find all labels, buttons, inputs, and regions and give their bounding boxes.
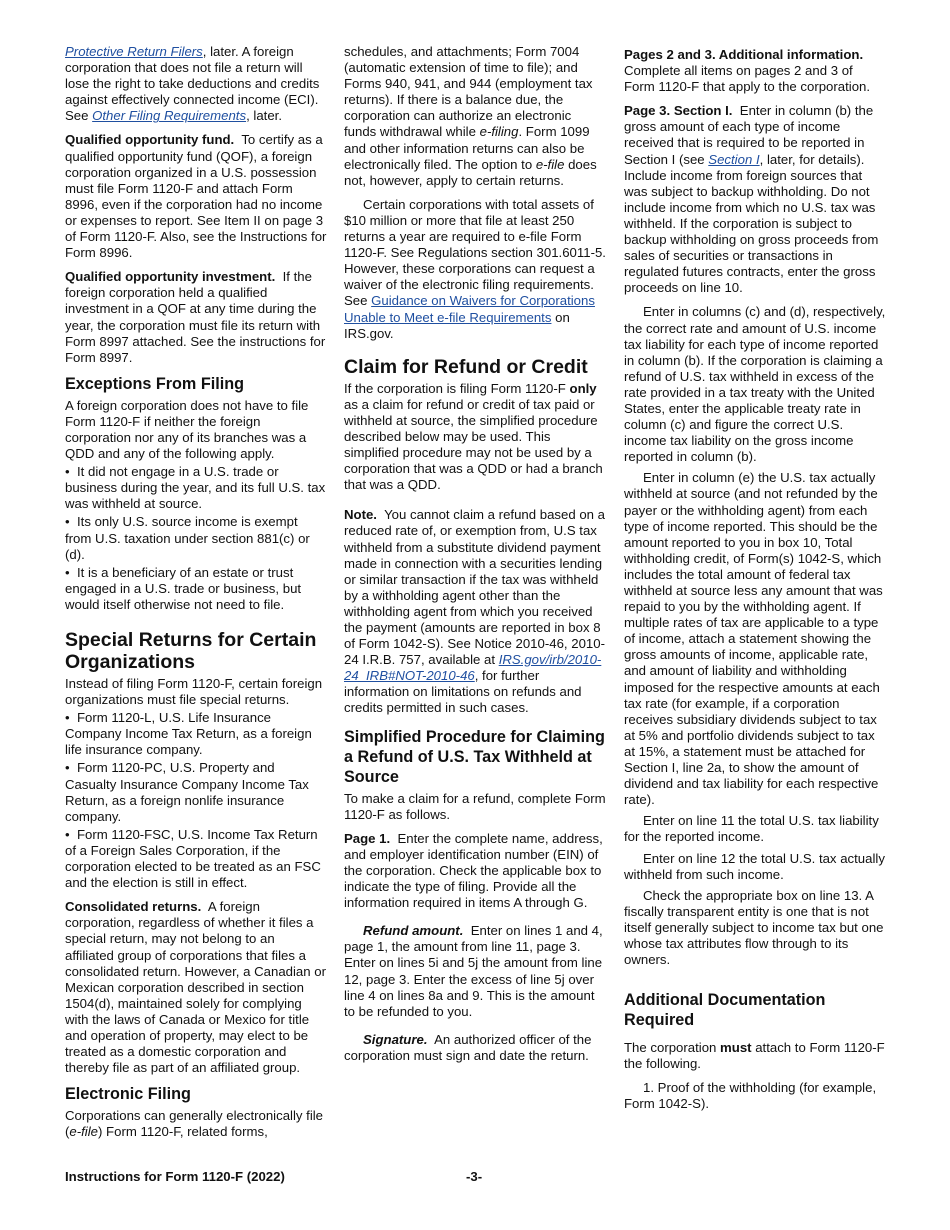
run-in-heading: Page 3. Section I. [624,103,733,119]
bullet-icon: • [65,514,70,530]
list-item: • Form 1120-FSC, U.S. Income Tax Return of a Foreign Sales Corporation, if the corporation elected to be treated as an FSC and the election is still in effect. [65,826,321,891]
paragraph: If the corporation is filing Form 1120-F only as a claim for refund or credit of tax paid or withheld at source, the simplified procedure described below may be used. This simplified procedure may not be used by a corporation that was a QDD or had a branch that was a QDD. [344,380,603,493]
page-number: -3- [466,1169,483,1184]
paragraph: Enter in column (e) the U.S. tax actually withheld at source (and not refunded by the payer or the withholding agent) from each type of income reported. This should be the amount reported to you in box 10, Total withholding credit, of Form(s) 1042-S, which includes the total amount of federal tax withheld at source less any amount that was repaid to you by the withholding agent. If multiple rates of tax are applicable to a type of income, attach a statement showing the gross amounts of income, applicable rate, and amount of liability and withholding imposed for the respective amounts at each tax rate (for example, if a corporation receives subsidiary dividends subject to tax at 5% and portfolio dividends subject to tax at 15%, a statement must be attached for Section I, line 2a, to show the amount of dividend and tax liability for each respective rate). [624,470,883,808]
run-in-heading: Qualified opportunity fund. [65,132,235,148]
paragraph: The corporation must attach to Form 1120-F the following. [624,1040,885,1072]
paragraph: Qualified opportunity fund. To certify as a qualified opportunity fund (QOF), a foreign corporation organized in a U.S. possession must file Form 1120-F and attach Form 8996, even if the corporation had no income or expenses to report. See Item II on page 3 of Form 1120-F. Also, see the Instructions for Form 8996. [65,132,327,261]
paragraph: Note. You cannot claim a refund based on a reduced rate of, or exemption from, U.S tax withheld from a substitute dividend payment made in connection with a securities lending or similar transaction if the tax was withheld by a withholding agent other than the withholding agent from which you received the payment (amounts are reported in box 8 of Form 1042-S). See Notice 2010-46, 2010-24 I.R.B. 757, available at IRS.gov/irb/2010-24_IRB#NOT-2010-46, for further information on limitations on refunds and credits permitted in such cases. [344,507,605,716]
paragraph: Page 1. Enter the complete name, address, and employer identification number (EIN) of the corporation. Check the applicable box to indicate the type of filing. Provide all the information required in items A through G. [344,830,603,911]
section-heading: Simplified Procedure for Claiming a Refund of U.S. Tax Withheld at Source [344,727,605,786]
list-item: • It is a beneficiary of an estate or trust engaged in a U.S. trade or business, but would itself otherwise not need to file. [65,564,302,612]
run-in-heading: Page 1. [344,830,391,846]
footer-form-title: Instructions for Form 1120-F (2022) [65,1169,285,1184]
paragraph: Qualified opportunity investment. If the foreign corporation held a qualified investment in a QOF at any time during the year, the corporation must file its return with Form 8997 attached. See the instructions for Form 8997. [65,269,326,365]
run-in-heading: Pages 2 and 3. Additional information. [624,47,864,62]
paragraph: Consolidated returns. A foreign corporation, regardless of whether it files a special return, may not belong to an affiliated group of corporations that files a consolidated return. However, a Canadian or Mexican corporation described in section 1504(d), maintained solely for complying with the laws of Canada or Mexico for title and operation of property, may elect to be treated as a domestic corporation and thereby file as part of an affiliated group. [65,899,326,1076]
paragraph: Pages 2 and 3. Additional information. Complete all items on pages 2 and 3 of Form 1120-F that apply to the corporation. [624,47,871,95]
paragraph: Refund amount. Enter on lines 1 and 4, page 1, the amount from line 11, page 3. Enter on lines 5i and 5j the amount from line 12, page 3. Enter the excess of line 5j over line 4 on lines 8a and 9. This is the amount to be refunded to you. [344,923,603,1019]
paragraph: Signature. An authorized officer of the corporation must sign and date the return. [344,1031,592,1063]
bullet-icon: • [65,826,70,842]
list-item: • Its only U.S. source income is exempt from U.S. taxation under section 881(c) or (d). [65,514,310,562]
paragraph: Check the appropriate box on line 13. A fiscally transparent entity is one that is not itself generally subject to income tax but one whose tax attributes flow through to its owners. [624,887,884,968]
section-heading: Electronic Filing [65,1085,191,1104]
section-heading: Claim for Refund or Credit [344,355,588,378]
paragraph: Protective Return Filers, later. A foreign corporation that does not file a return will lose the right to take deductions and credits against effectively connected income (ECI). See Other Filing Requirements, later. [65,44,320,124]
column-1 [65,44,327,1148]
paragraph: A foreign corporation does not have to file Form 1120-F if neither the foreign corporation nor any of its branches was a QDD and any of the following apply. [65,397,309,462]
bullet-icon: • [65,464,70,480]
paragraph: schedules, and attachments; Form 7004 (automatic extension of time to file); and Forms 940, 941, and 944 (employment tax returns). If there is a balance due, the corporation can authorize an electronic funds withdrawal while e-filing. Form 1099 and other information returns can also be electronically filed. The option to e-file does not, however, apply to certain returns. [344,44,597,188]
list-item: • It did not engage in a U.S. trade or business during the year, and its full U.S. tax was withheld at source. [65,464,326,512]
column-3 [624,44,886,1118]
paragraph: Enter in columns (c) and (d), respectively, the correct rate and amount of U.S. income tax liability for each type of income reported in column (b). If the corporation is claiming a refund of U.S. tax withheld in excess of the rate provided in a tax treaty with the United States, enter the applicable treaty rate in column (c) and figure the correct U.S. income tax liability on the gross income reported in column (b). [624,304,886,465]
bullet-icon: • [65,760,70,776]
list-item: • Form 1120-PC, U.S. Property and Casualty Insurance Company Income Tax Return, as a foreign nonlife insurance company. [65,760,309,824]
column-2 [344,44,606,1069]
run-in-heading: Refund amount. [363,923,464,939]
bullet-icon: • [65,710,70,726]
paragraph: Corporations can generally electronically file (e-file) Form 1120-F, related forms, [65,1108,324,1140]
list-item: 1. Proof of the withholding (for example, Form 1042-S). [624,1080,877,1112]
run-in-heading: Note. [344,507,377,523]
section-heading: Exceptions From Filing [65,374,244,393]
notice-2010-46-link[interactable]: IRS.gov/irb/2010-24_IRB#NOT-2010-46 [344,652,602,684]
paragraph: To make a claim for a refund, complete Form 1120-F as follows. [344,790,606,822]
run-in-heading: Signature. [363,1031,428,1047]
paragraph: Enter on line 12 the total U.S. tax actually withheld from such income. [624,850,885,882]
other-filing-requirements-link[interactable]: Other Filing Requirements [92,108,247,124]
paragraph: Enter on line 11 the total U.S. tax liability for the reported income. [624,813,879,845]
section-heading: Additional Documentation Required [624,991,826,1030]
paragraph: Certain corporations with total assets of $10 million or more that file at least 250 returns a year are required to e-file Form 1120-F. See Regulations section 301.6011-5. However, these corporations can request a waiver of the electronic filing requirements. See Guidance on Waivers for Corporations Unable to Meet e-file Requirements on IRS.gov. [344,196,606,341]
section-heading: Special Returns for Certain Organizations [65,629,317,673]
run-in-heading: Consolidated returns. [65,899,202,915]
efile-waiver-guidance-link[interactable]: Guidance on Waivers for Corporations Unable to Meet e-file Requirements [344,293,595,325]
run-in-heading: Qualified opportunity investment. [65,269,276,285]
list-item: • Form 1120-L, U.S. Life Insurance Company Income Tax Return, as a foreign life insurance company. [65,710,312,758]
paragraph: Page 3. Section I. Enter in column (b) the gross amount of each type of income received that is required to be reported in Section I (see Section I, later, for details). Include income from foreign sources that was subject to backup withholding. Do not include income from which no U.S. tax was withheld. If the corporation is subject to backup withholding on gross proceeds from sales of securities or transactions in regulated futures contracts, enter the gross proceeds on line 10. [624,103,879,296]
paragraph: Instead of filing Form 1120-F, certain foreign organizations must file special returns. [65,676,323,708]
section-i-link[interactable]: Section I [708,151,760,167]
protective-return-filers-link[interactable]: Protective Return Filers [65,44,203,59]
bullet-icon: • [65,564,70,580]
